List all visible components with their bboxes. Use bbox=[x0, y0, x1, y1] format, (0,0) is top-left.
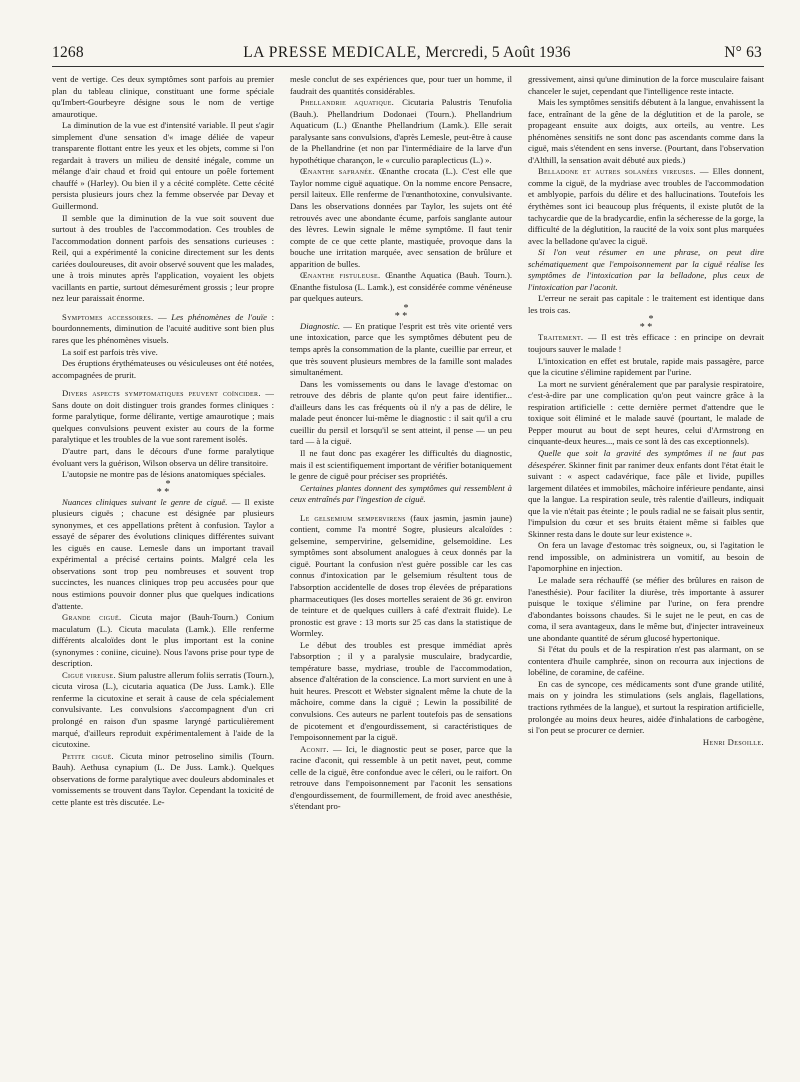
section-ornament: * * * bbox=[394, 302, 409, 322]
section-phellandrie bbox=[290, 97, 512, 166]
paragraph-text: Skinner finit par ranimer deux enfants dont l'état était le suivant : « aspect cadavérique, face pâle et livide, pupilles largement dilatées et immobiles, mâchoire inférieure pendante, ainsi que la langue. La respiration seule, très ralentie d'ailleurs, indiquait que la vie n'était pas éteinte ; le pouls radial ne se faisait plus sentir, l'impulsion du cœur et ses bruits étaient même si faibles que Skinner resta dans le doute sur leur existence ». bbox=[528, 459, 764, 539]
paragraph: Il ne faut donc pas exagérer les difficultés du diagnostic, mais il est scientifiquement important de vérifier botaniquement le genre de ciguë pour préciser ses propriétés. bbox=[290, 447, 512, 482]
paragraph: Le malade sera réchauffé (se méfier des brûlures en raison de l'anesthésie). Pour faciliter la diurèse, très importante à assurer puisque le toxique s'élimine par l'urine, on fera prendre d'abondantes boissons chaudes. Si le sujet ne le peut, en cas de coma, il sera avantageux, dans le même but, d'injecter intraveineux une abondante quantité de sérum glucosé hypertonique. bbox=[528, 574, 764, 643]
running-title bbox=[52, 44, 762, 62]
paragraph: La diminution de la vue est d'intensité variable. Il peut s'agir simplement d'une sensation d'« image déliée de vapeur transparente flottant entre les yeux et les objets, comme si l'on regardait à travers un milieu de densité inégale, comme un mélange d'air chaud et froid qui entoure un poêle fortement chauffé » (Harley). Ou bien il y a cécité complète. Cette cécité persista plusieurs jours chez la femme observée par Devay et Guillermond. bbox=[52, 120, 274, 212]
paragraph: gressivement, ainsi qu'une diminution de la force musculaire faisant chanceler le sujet, cependant que l'intelligence reste intacte. bbox=[528, 74, 764, 96]
journal-name: LA PRESSE MEDICALE, bbox=[243, 44, 422, 61]
section-oenanthe-fistuleuse bbox=[290, 270, 512, 305]
section-clinical-nuances bbox=[52, 497, 274, 612]
italic-paragraph bbox=[290, 483, 512, 506]
section-heading: Symptomes accessoires. bbox=[62, 311, 154, 322]
section-ornament: * * * bbox=[156, 478, 171, 498]
paragraph-text: — Il existe plusieurs ciguës ; chacune est désignée par plusieurs synonymes, et ces appellations prêtent à confusion. Taylor a essayé de séparer des évolutions cliniques différentes suivant les ciguës en cause. Lemesle dans un important travail expérimental a précisé certains points. Malgré cela les observations sont trop peu nombreuses et souvent trop succinctes, les nuances cliniques trop peu accusées pour que nous estimions pouvoir donner plus que quelques indications d'attente. bbox=[52, 496, 274, 611]
paragraph: L'intoxication en effet est brutale, rapide mais passagère, parce que la cicutine s'élimine rapidement par l'urine. bbox=[528, 355, 764, 378]
section-traitement bbox=[528, 332, 764, 355]
paragraph: Le début des troubles est presque immédiat après l'absorption ; il y a paralysie musculaire, bradycardie, température basse, mydriase, trouble de l'accommodation, absence d'altération de la conscience. La mort survient en une à huit heures. Prescott et Webster signalent même la chute de la mâchoire, comme dans la ciguë ; Lewin la possibilité de convulsions. Ces auteurs ne parlent toutefois pas de sensations de picotement et d'engourdissement, si caractéristiques de l'empoisonnement par la ciguë. bbox=[290, 639, 512, 743]
paragraph: Mais les symptômes sensitifs débutent à la langue, envahissent la face, entraînant de la gêne de la déglutition et de la parole, se propageant ensuite aux doigts, aux orteils, au ventre. Les phénomènes sensitifs ne sont donc pas ascendants comme dans la ciguë, mais s'étendent en sens inverse. (Pourtant, dans l'observation d'Althill, la sensation avait débuté aux pieds.) bbox=[528, 97, 764, 165]
header-rule bbox=[52, 66, 764, 67]
text-column-2 bbox=[290, 74, 512, 1064]
section-aconit bbox=[290, 744, 512, 813]
paragraph-text: En cas de syncope, ces médicaments sont d'une grande utilité, mais on y joindra les stimulations (sels anglais, flagellations, tractions rythmées de la langue), et surtout la respiration artificielle, prolongée au moins deux heures, aidée d'inhalations de carbogène, si l'on peut se procurer ce dernier. bbox=[528, 678, 764, 736]
section-heading: Nuances cliniques suivant le genre de ciguë. bbox=[62, 496, 228, 507]
italic-phrase: Les phénomènes de l'ouïe bbox=[171, 311, 267, 322]
section-heading: Grande ciguë. bbox=[62, 612, 122, 623]
paragraph-text: — Elles donnent, comme la ciguë, de la mydriase avec troubles de l'accommodation et amblyopie, parfois du délire et des hallucinations. Toutefois les érythèmes sont ici beaucoup plus fréquents, il existe plutôt de la tachycardie que de la bradycardie, enfin la sécheresse de la gorge, la difficulté de la déglutition, la raucité de la voix sont plus marquées avec la belladone qu'avec la ciguë. bbox=[528, 166, 764, 246]
paragraph: On fera un lavage d'estomac très soigneux, ou, si l'agitation le rend impossible, on administrera un vomitif, au besoin de l'apomorphine en injection. bbox=[528, 540, 764, 574]
paragraph-text: : bourdonnements, diminution de l'acuité auditive sont bien plus rares que les phénomènes visuels. bbox=[52, 311, 274, 346]
paragraph: L'autopsie ne montre pas de lésions anatomiques spéciales. bbox=[62, 469, 266, 480]
section-heading: Œnanthe fistuleuse. bbox=[300, 270, 381, 281]
section-cigue-vireuse bbox=[52, 670, 274, 751]
section-heading: Traitement. bbox=[538, 332, 584, 343]
paragraph-text: Cicutaria Palustris Tenufolia (Bauh.). Phellandrium Dodonaei (Tourn.). Phellandrium Aquaticum (L.) Œnanthe Phellandrium (Lamk.). Elle serait paralysante sans convulsions, d'après Lemesle, peut-être à cause de la Phellandrine (et non par l'intermédiaire de la larve d'un hypothétique charançon, le « curculio paraplecticus (L.) ». bbox=[290, 97, 512, 165]
paragraph-text: — Il est très efficace : en principe on devrait toujours sauver le malade ! bbox=[528, 332, 764, 355]
section-symptomatic-aspects bbox=[52, 388, 274, 446]
italic-phrase: Certaines plantes donnent des symptômes qui ressemblent à ceux entraînés par l'ingestion de ciguë. bbox=[290, 482, 512, 505]
paragraph-text: Cicuta major (Bauh-Tourn.) Conium maculatum (L.). Cicuta maculata (Lamk.). Elle renferme différents alcaloïdes dont le plus important est la conine (synonymes : coniine, cicuine). Nous l'avons prise pour type de description. bbox=[52, 612, 274, 669]
section-heading: Phellandrie aquatique. bbox=[300, 97, 395, 108]
italic-phrase: Si l'on veut résumer en une phrase, on peut dire schématiquement que l'empoisonnement par la ciguë réalise les symptômes de l'intoxication par la belladone, plus ceux de l'intoxication par l'aconit. bbox=[528, 247, 764, 292]
section-belladone bbox=[528, 166, 764, 247]
page-number: 1268 bbox=[52, 44, 84, 61]
section-heading: Belladone et autres solanées vireuses. bbox=[538, 166, 696, 177]
section-heading: Le gelsemium sempervirens bbox=[300, 512, 406, 523]
italic-paragraph bbox=[528, 247, 764, 293]
section-heading: Œnanthe safranée. bbox=[300, 166, 375, 177]
issue-date: Mercredi, 5 Août 1936 bbox=[425, 44, 571, 61]
section-heading: Divers aspects symptomatiques peuvent coïncider. bbox=[62, 388, 261, 399]
section-accessory-symptoms: Symptomes accessoires. — Les phénomènes de l'ouïe : bourdonnements, diminution de l'acuité auditive sont bien plus rares que les phénomènes visuels. bbox=[52, 311, 274, 346]
section-ornament: * * * bbox=[639, 314, 654, 334]
paragraph: La mort ne survient généralement que par paralysie respiratoire, c'est-à-dire par une complication qu'on peut vaincre grâce à la respiration artificielle : cette dernière permet d'attendre que le toxique soit éliminé et le malade sauvé (pourtant, le malade de Pepper mourut au bout de sept heures, celui d'Armstrong en cinquante-deux heures..., mais ce sont là des cas exceptionnels). bbox=[528, 378, 764, 447]
page-header bbox=[52, 44, 762, 66]
section-heading: Ciguë vireuse. bbox=[62, 669, 116, 680]
paragraph-text: — Ici, le diagnostic peut se poser, parce que la racine d'aconit, qui ressemble à un petit navet, peut, comme celle de la ciguë, être confondue avec le céleri, ou le raifort. On retrouve dans l'empoisonnement par l'aconit les sensations d'engourdissement, de fourmillement, de froid avec anesthésie, s'étendant pro- bbox=[290, 743, 512, 812]
section-heading: Petite ciguë. bbox=[62, 750, 114, 761]
paragraph-text: Sium palustre allerum foliis serratis (Tourn.), cicuta virosa (L.), cicutaria aquatica (De Juss. Lamk.). Elle renferme la cicutoxine et serait à cause de cela spécialement convulsivante. Les convulsions s'accompagnent d'un cri prolongé en raison d'un spasme laryngé particulièrement marqué, d'ailleurs reproduit expérimentalement à l'aide de la cicutoxine. bbox=[52, 669, 274, 750]
paragraph: Si l'état du pouls et de la respiration n'est pas alarmant, on se contentera d'huile camphrée, sinon on recourra aux injections de lobéline, de coramine, de caféine. bbox=[528, 644, 764, 678]
section-gelsemium bbox=[290, 513, 512, 640]
text-column-3 bbox=[528, 74, 764, 1064]
paragraph: La soif est parfois très vive. bbox=[62, 346, 158, 357]
section-gravity bbox=[528, 448, 764, 540]
paragraph bbox=[528, 679, 764, 748]
paragraph-text: — En pratique l'esprit est très vite orienté vers une intoxication, parce que les symptômes débutent peu de temps après la consommation de la plante, cueillie par erreur, et que très souvent plusieurs membres de la famille sont malades simultanément. bbox=[290, 320, 512, 378]
paragraph: vent de vertige. Ces deux symptômes sont parfois au premier plan du tableau clinique, constituant une forme spéciale qu'Imbert-Gourbeyre désigne sous le nom de vertige amaurotique. bbox=[52, 74, 274, 119]
paragraph: Il semble que la diminution de la vue soit souvent due surtout à des troubles de l'accommodation. Ces troubles de l'accommodation donnent parfois des sensations curieuses : Reil, qui a expérimenté la conicine directement sur les dents cariées douloureuses, dit avoir observé souvent que les malades, une à trois minutes après l'application, voyaient les objets vacillants en partie, surtout démesurément grossis ; leur propre nez leur paraissait énorme. bbox=[52, 212, 274, 304]
paragraph: D'autre part, dans le décours d'une forme paralytique évoluant vers la guérison, Wilson observa un délire transitoire. bbox=[52, 445, 274, 468]
paragraph: L'erreur ne serait pas capitale : le traitement est identique dans les trois cas. bbox=[528, 293, 764, 315]
section-petite-cigue bbox=[52, 751, 274, 809]
section-oenanthe-safranee bbox=[290, 166, 512, 270]
paragraph: Dans les vomissements ou dans le lavage d'estomac on retrouve des débris de plante qu'on peut faire identifier... d'ailleurs dans les cas fréquents où il n'y a pas de délire, le malade peut énoncer lui-même le diagnostic : il sait qu'il a cru cueillir du persil et lorsqu'il se sent atteint, il pense — un peu tard — à la ciguë. bbox=[290, 378, 512, 447]
paragraph-text: — Sans doute on doit distinguer trois grandes formes cliniques : forme paralytique, forme délirante, vertige amaurotique ; mais quelques convulsions peuvent exister au cours de la forme paralytique et les troubles de la vue sont rarement isolés. bbox=[52, 388, 274, 445]
paragraph-text: (faux jasmin, jasmin jaune) contient, comme l'a montré Sogre, plusieurs alcaloïdes : gelsemine, sempervirine, gelsemidine, gelsemoïdine. Les symptômes sont absolument analogues à ceux donnés par la ciguë. Pourtant la confusion n'est guère possible car les cas connus d'intoxication par le gelsemium résultent tous de l'absorption accidentelle de doses trop élevées de préparations pharmaceutiques (les doses mortelles seraient de 36 gr. environ de teinture et de quelques cuillers à café d'extrait fluide). Le pronostic est grave : 13 morts sur 25 cas dans la statistique de Wormley. bbox=[290, 512, 512, 639]
italic-phrase: Quelle que soit la gravité des symptômes il ne faut pas désespérer. bbox=[528, 447, 764, 470]
section-heading: Diagnostic. bbox=[300, 320, 341, 331]
paragraph: Des éruptions érythémateuses ou vésiculeuses ont été notées, accompagnées de prurit. bbox=[52, 358, 274, 380]
paragraph-text: Œnanthe crocata (L.). C'est elle que Taylor nomme ciguë aquatique. On la nomme encore Pensacre, persil laiteux. Elle renferme de l'œnanthotoxine, convulsivante. Dans les observations données par Taylor, les sujets ont été retrouvés avec une abondante écume, parfois sanglante autour des lèvres. Lewin signale le même symptôme. Il faut tenir compte de ce que cette plante, mastiquée, provoque dans la bouche une irritation marquée, avec sensation de brûlure et apparition de bulles. bbox=[290, 166, 512, 269]
paragraph-text: Œnanthe Aquatica (Bauh. Tourn.). Œnanthe fistulosa (L. Lamk.), est considérée comme vénéneuse par quelques auteurs. bbox=[290, 270, 512, 304]
section-diagnostic bbox=[290, 321, 512, 379]
issue-number: N° 63 bbox=[724, 44, 762, 61]
paragraph-text: Cicuta minor petroselino similis (Tourn. Bauh). Aethusa cynapium (L. De Juss. Lamk.). Quelques observations de forme paralytique avec douleurs abdominales et vomissements se trouvent dans Taylor. Cependant la toxicité de cette plante est très discutée. Le- bbox=[52, 750, 274, 807]
section-grande-cigue bbox=[52, 612, 274, 670]
paragraph: mesle conclut de ses expériences que, pour tuer un homme, il faudrait des quantités considérables. bbox=[290, 74, 512, 96]
text-column-1 bbox=[52, 74, 274, 1064]
author-signature: Henri Desoille. bbox=[702, 736, 764, 747]
section-heading: Aconit. bbox=[300, 743, 329, 754]
